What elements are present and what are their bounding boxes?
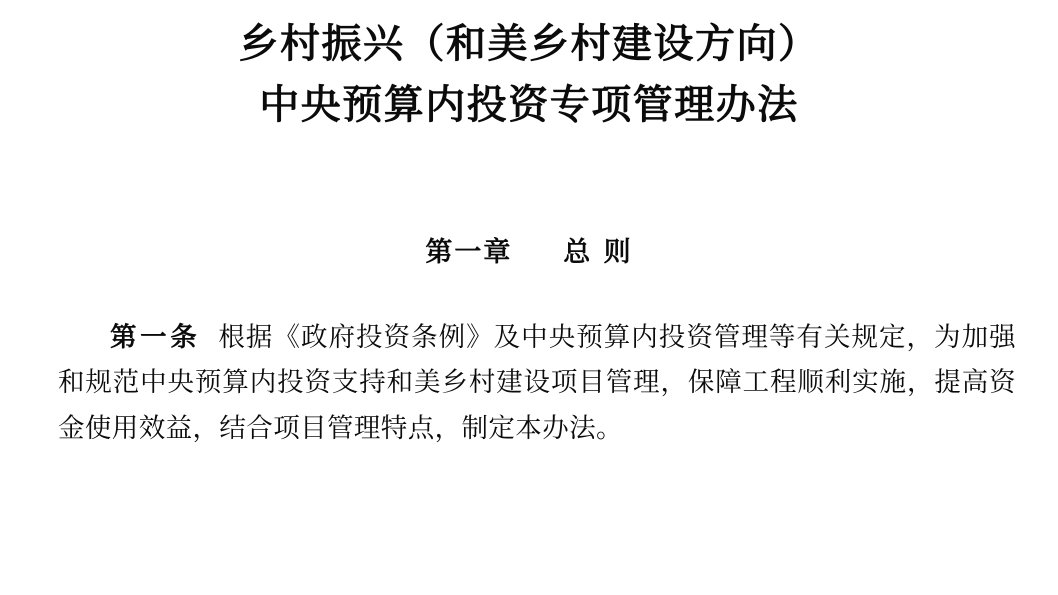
chapter-name: 总 则 [563,236,633,268]
page-title [0,0,1058,136]
article-paragraph [58,315,1016,452]
article-label: 第一条 [110,321,201,353]
body-block [0,269,1058,452]
page-title-line-2: 中央预算内投资专项管理办法 [259,80,799,128]
chapter-number: 第一章 [425,236,513,268]
article-text: 根据《政府投资条例》及中央预算内投资管理等有关规定，为加强和规范中央预算内投资支持和美乡村建设项目管理，保障工程顺利实施，提高资金使用效益，结合项目管理特点，制定本办法。 [58,321,1017,444]
chapter-heading [0,136,1058,269]
page-title-line-1: 乡村振兴（和美乡村建设方向） [238,20,820,67]
